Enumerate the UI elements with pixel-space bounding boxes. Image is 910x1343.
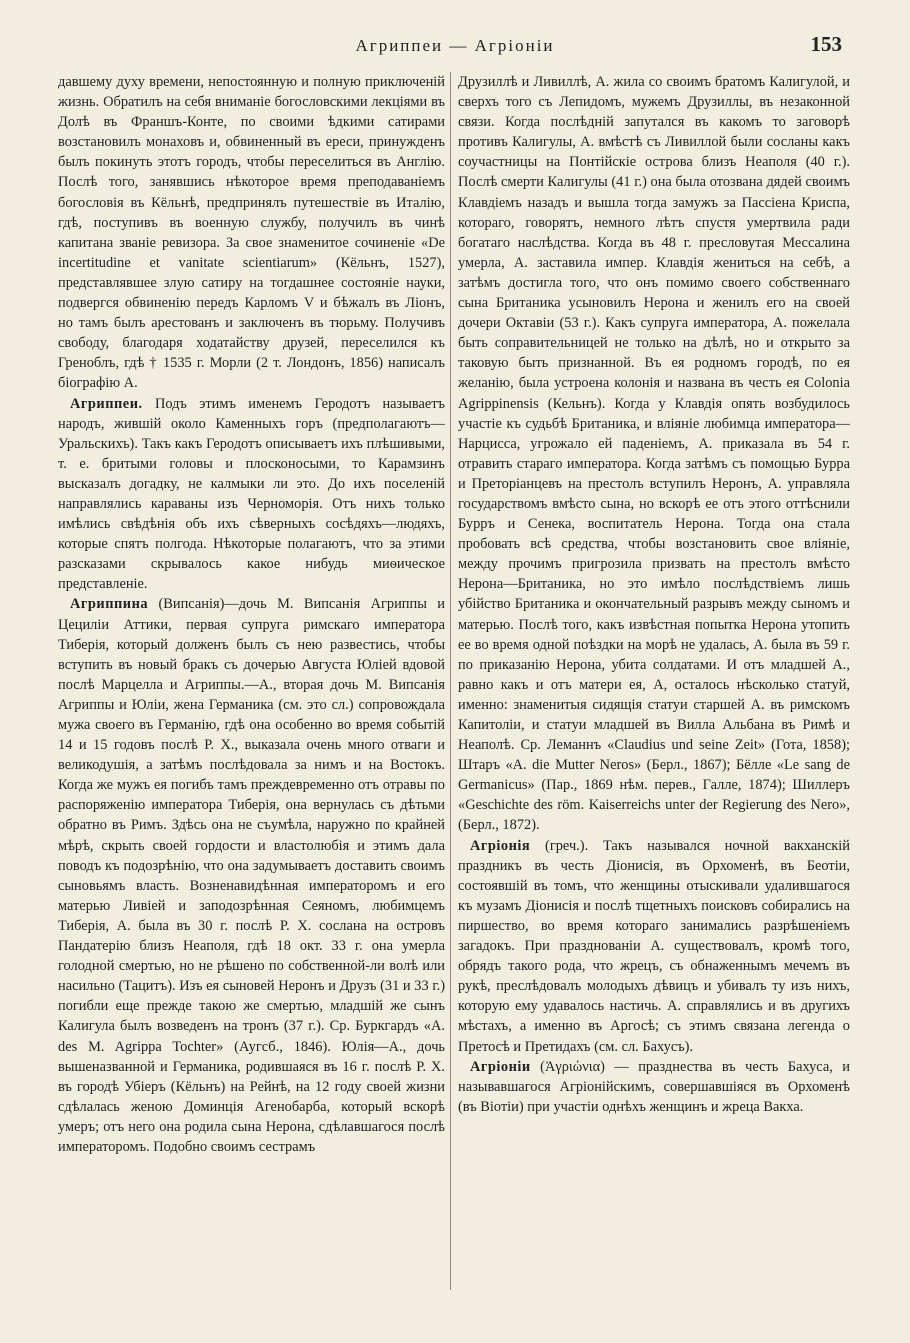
article-agrionii: [458, 1057, 850, 1117]
headword-agrionii: Агріоніи: [470, 1058, 531, 1075]
article-text: (греч.). Такъ назывался ночной вакханскій праздникъ въ честь Діонисія, въ Орхоменѣ, въ Беотіи, состоявшій въ томъ, что женщины отыскивали удалившагося къ музамъ Діонисія и послѣ тщетныхъ поисковъ собирались на пиршество, во время котораго занимались разрѣшеніемъ загадокъ. При празднованіи А. существовалъ, кромѣ того, обрядъ такого рода, что жрецъ, съ обнаженнымъ мечемъ въ рукѣ, преслѣдовалъ молодыхъ дѣвицъ и убивалъ ту изъ нихъ, которую ему удавалось настичь. А. справлялись и въ другихъ мѣстахъ, а именно въ Аргосѣ; съ этимъ связана легенда о Претосѣ и Претидахъ (см. сл. Бахусъ).: [458, 837, 850, 1055]
right-column: [458, 72, 850, 1327]
page-header: [0, 30, 910, 64]
headword-agrippei: Агриппеи.: [70, 395, 143, 412]
article-text: Подъ этимъ именемъ Геродотъ называетъ народъ, жившій около Каменныхъ горъ (предполагаютъ—Уральскихъ). Такъ какъ Геродотъ описываетъ ихъ плѣшивыми, т. е. бритыми головы и плосконосыми, то Карамзинъ высказалъ догадку, не калмыки ли это. До ихъ поселеній направлялись караваны изъ Черноморія. Отъ нихъ только имѣлись свѣдѣнія объ ихъ сѣверныхъ сосѣдяхъ—людяхъ, которые спятъ полгода. Нѣкоторые полагаютъ, что за этими разсказами скрывалось какое нибудь миѳическое представленіе.: [58, 395, 445, 593]
article-agrippei: [58, 394, 445, 595]
article-text: (Ἀγριώνια) — празднества въ честь Бахуса, и называвшагося Агріонійскимъ, совершавшіяся въ Орхоменѣ (въ Віотіи) при участіи однѣхъ женщинъ и жреца Вакха.: [458, 1058, 850, 1115]
column-divider: [450, 72, 451, 1290]
headword-agrionia: Агріонія: [470, 837, 531, 854]
article-continuation: Друзиллѣ и Ливиллѣ, А. жила со своимъ братомъ Калигулой, и сверхъ того съ Лепидомъ, мужемъ Друзиллы, въ незаконной связи. Когда послѣдній запутался въ какомъ то заговорѣ противъ Калигулы, А. вмѣстѣ съ Ливиллой были сосланы какъ соучастницы на Понтійскіе острова близъ Неаполя (40 г.). Послѣ смерти Калигулы (41 г.) она была отозвана дядей своимъ Клавдіемъ назадъ и вышла тогда замужъ за Пассіена Криспа, котораго, говорятъ, немного лѣтъ спустя умертвила ради богатаго наслѣдства. Когда въ 48 г. пресловутая Мессалина умерла, А. заставила импер. Клавдія жениться на себѣ, а затѣмъ достигла того, что онъ помимо своего собственнаго сына Британика усыновилъ Нерона и женилъ его на своей дочери Октавіи (53 г.). Какъ супруга императора, А. пожелала быть соправительницей не только на дѣлѣ, но и открыто за таковую быть признанной. Въ ея родномъ городѣ, по ея желанію, была устроена колонія и названа въ честь ея Colonia Agrippinensis (Кельнъ). Когда у Клавдія опять возбудилось участіе къ судьбѣ Британика, и вліяніе любимца императора—Нарцисса, угрожало ей паденіемъ, А. приказала въ 54 г. отравить стараго императора. Когда затѣмъ съ помощью Бурра и Преторіанцевъ на престолъ вступилъ Неронъ, А. управляла государствомъ вмѣсто сына, но вскорѣ ее отъ этого оттѣснили Бурръ и Сенека, воспитатель Нерона. Тогда она стала пробовать всѣ средства, чтобы возстановить свое вліяніе, между прочимъ пригрозила призвать на престолъ вмѣсто Нерона—Британика, но это имѣло послѣдствіемъ лишь убійство Британика и окончательный разрывъ между сыномъ и матерью. Послѣ того, какъ извѣстная попытка Нерона утопить ее во время одной поѣздки на морѣ не удалась, А. была въ 59 г. по приказанію Нерона, убита солдатами. И отъ младшей А., равно какъ и отъ матери ея, А, осталось нѣсколько статуй, именно: знаменитыя сидящія статуи старшей А. въ римскомъ Капитоліи, и статуи младшей въ Вилла Альбана въ Римѣ и Неаполѣ. Ср. Леманнъ «Claudius und seine Zeit» (Гота, 1858); Штаръ «A. die Mutter Neros» (Берл., 1867); Бёлле «Le sang de Germanicus» (Пар., 1869 нѣм. перев., Галле, 1874); Шиллеръ «Geschichte des röm. Kaiserreichs unter der Regierung des Nero», (Берл., 1872).: [458, 74, 850, 834]
running-head: Агриппеи — Агріоніи: [355, 36, 555, 55]
headword-agrippina: Агриппина: [70, 596, 149, 613]
article-agrippina: [58, 594, 445, 1157]
left-column: [58, 72, 445, 1327]
article-continuation: давшему духу времени, непостоянную и полную приключеній жизнь. Обратилъ на себя вниманіе богословскими лекціями въ Долѣ въ Франшъ-Конте, по своими ѣдкими сатирами возстановилъ монаховъ и, обвиненный въ ереси, принужденъ былъ покинуть этотъ городъ, чтобы переселиться въ Англію. Послѣ того, занявшись нѣкоторое время преподаваніемъ богословія въ Кёльнѣ, предпринялъ путешествіе въ Италію, гдѣ, поступивъ въ военную службу, получилъ въ чинѣ капитана званіе ревизора. За свое знаменитое сочиненіе «De incertitudine et vanitate scientiarum» (Кёльнъ, 1527), представлявшее злую сатиру на тогдашнее состояніе науки, подвергся обвиненію передъ Карломъ V и бѣжалъ въ Ліонъ, но тамъ былъ арестованъ и заключенъ въ тюрьму. Получивъ свободу, благодаря ходатайству друзей, переселился къ Греноблъ, гдѣ † 1535 г. Морли (2 т. Лондонъ, 1856) написалъ біографію А.: [58, 74, 445, 392]
article-text: (Випсанія)—дочь М. Випсанія Агриппы и Цециліи Аттики, первая супруга римскаго императора Тиберія, который долженъ былъ съ нею развестись, чтобы вступить въ новый бракъ съ дочерью Августа Юліей вдовой послѣ Марцелла и Агриппы.—А., вторая дочь М. Випсанія Агриппы и Юліи, жена Германика (см. это сл.) сопровождала мужа своего въ Германію, гдѣ она особенно во время событій 14 и 15 годовъ послѣ Р. Х., выказала очень много отваги и великодушія, а затѣмъ послѣдовала за нимъ и на Востокъ. Когда же мужъ ея погибъ тамъ преждевременно отъ отравы по распоряженію императора Тиберія, она вернулась съ дѣтьми обратно въ Римъ. Здѣсь она не съумѣла, наружно по крайней мѣрѣ, скрыть своей гордости и властолюбія и этимъ дала поводъ къ подозрѣнію, что она задумываетъ доставить своимъ сыновьямъ власть. Возненавидѣнная императоромъ и его матерью Ливіей и заподозрѣнная Сеяномъ, любимцемъ Тиберія, А. была въ 30 г. послѣ Р. Х. сослана на островъ Пандатерію близъ Неаполя, гдѣ 18 окт. 33 г. она умерла голодной смертью, но не рѣшено по собственной-ли волѣ или насильно (Тацитъ). Изъ ея сыновей Неронъ и Друзъ (31 и 33 г.) погибли еще прежде такою же смертью, младшій же сынъ Калигула былъ возведенъ на тронъ (37 г.). Ср. Буркгардъ «A. des M. Agrippa Tochter» (Аугсб., 1846). Юлія—А., дочь вышеназванной и Германика, родившаяся въ 16 г. послѣ Р. Х. въ городѣ Убіеръ (Кёльнъ) на Рейнѣ, на 12 году своей жизни сдѣлалась женою Доминція Агенобарба, который вскорѣ умеръ; отъ него она родила сына Нерона, сдѣлавшагося послѣ императоромъ. Подобно своимъ сестрамъ: [58, 596, 445, 1155]
page-number: 153: [810, 32, 842, 56]
article-agrionia: [458, 836, 850, 1057]
